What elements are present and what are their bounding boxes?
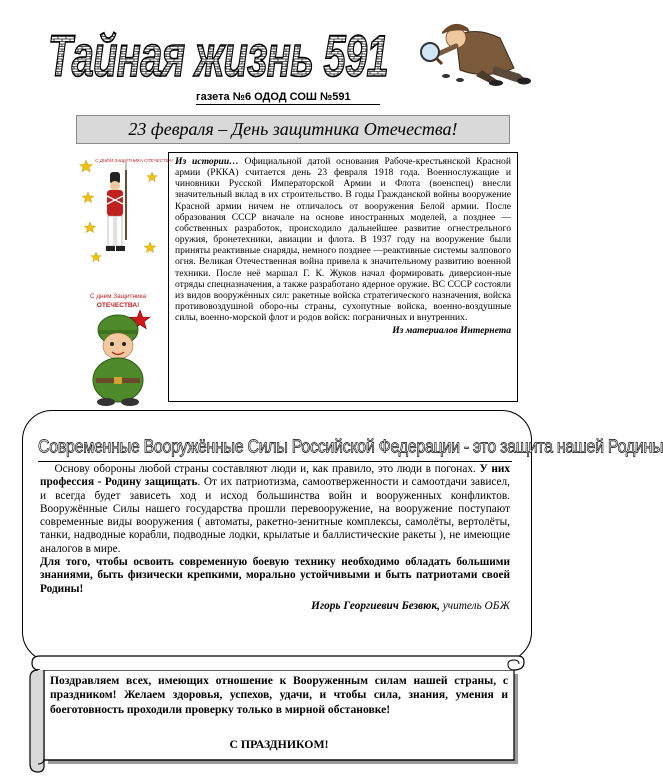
history-source: Из материалов Интернета [392,325,511,337]
card-bottom-caption-line1: С днем Защитника [89,293,147,300]
greeting-text: Поздравляем всех, имеющих отношение к Вооруженным силам нашей страны, с праздником! Желаем здоровья, успехов, удачи, и чтобы сила, знания, умения и боеготовность проходили проверку только в мирной обстановке! [50,674,508,716]
history-article [168,152,518,402]
army-article-heading: Современные Вооружённые Силы Российской Федерации - это защита нашей Родины [38,437,663,458]
history-text: Официальной датой основания Рабоче-крестьянской Красной армии (РККА) считается день 23 февраля 1918 года. Военнослужащие и чиновники Русской Императорской Армии и Флота (военспец) внесли значительный вклад в их строительство. В годы Гражданской войны вооружение Красной армии ничем не отличалось от вооружения Белой армии. После образования СССР вначале на основе иностранных моделей, а позднее — собственных разработок, происходило дальнейшее развитие огнестрельного оружия, бронетехники, авиации и флота. В 1937 году на вооружение были приняты реактивные снаряды, немного позднее —реактивные системы залпового огня. Великая Отечественная война привела к значительному развитию военной техники. После неё маршал Г. К. Жуков начал формировать диверсион-ные отряды спецназначения, а также разработано ядерное оружие. ВС СССР состояли из видов вооружённых сил: ракетные войска стратегического назначения, войска противовоздушной оборо-ны страны, сухопутные войска, военно-воздушные силы, военно-морской флот и родов войск: пограничных и внутренних. [175,156,511,324]
defender-day-card-soldier [70,290,160,408]
history-lead: Из истории… [175,156,239,167]
section-title-banner: 23 февраля – День защитника Отечества! [76,115,510,144]
army-article-body [40,463,510,613]
card-bottom-caption-line2: ОТЕЧЕСТВА! [96,302,140,309]
defender-day-card-guard [80,152,174,270]
masthead-logo [44,14,394,90]
army-paragraph-1: Основу обороны любой страны составляют люди и, как правило, это люди в погонах. У них профессия - Родину защищать. От их патриотизма, самоотверженности и самоотдачи зависел, и всегда будет зависеть ход и исход большинства войн и вооруженных конфликтов. Вооружённые Силы нашего государства прошли перевооружение, на вооружение поступают современные виды вооружения ( автоматы, ракетно-зенитные комплексы, самолёты, вертолёты, танки, надводные корабли, подводные лодки, крылатые и баллистические ракеты ), не имеющие аналогов в мире. [40,463,511,555]
army-signature: Игорь Георгиевич Безвюк, учитель ОБЖ [311,599,510,612]
issue-line: газета №6 ОДОД СОШ №591 [196,90,380,105]
army-heading-divider [38,461,512,462]
greeting-final: С ПРАЗДНИКОМ! [229,737,329,751]
detective-magnifier-illustration [416,8,534,86]
card-top-caption: С ДНЁМ ЗАЩИТНИКА ОТЕЧЕСТВА! [94,158,174,163]
army-paragraph-2: Для того, чтобы освоить современную боевую технику необходимо обладать большими знаниями, быть физически крепкими, морально устойчивыми и быть патриотами своей Родины! [40,556,510,595]
masthead-title: Тайная жизнь 591 [48,24,388,89]
